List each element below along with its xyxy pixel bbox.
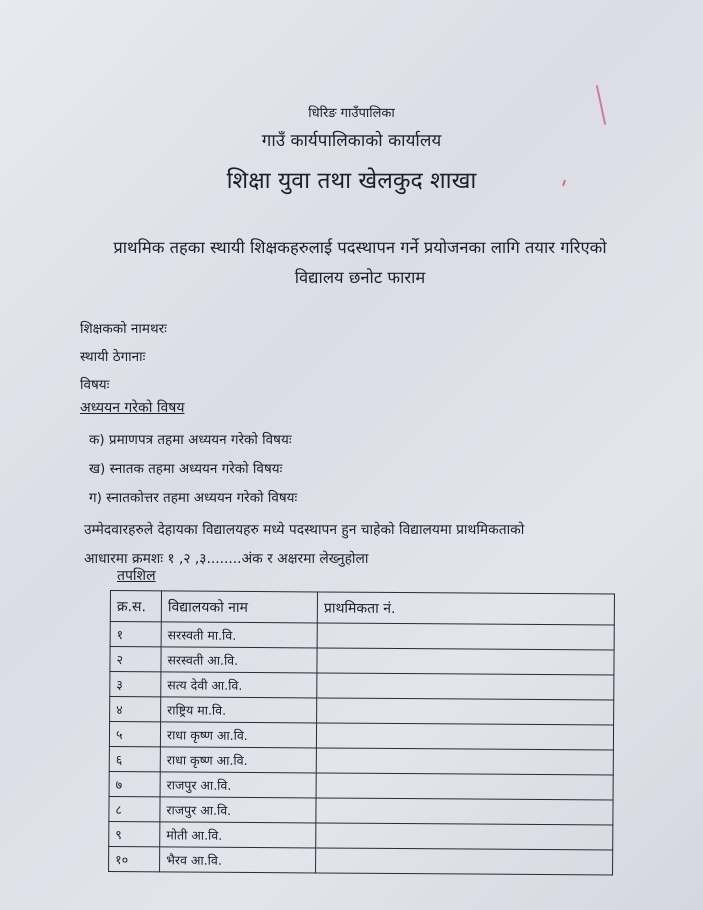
school-name-cell: राजपुर आ.वि. [160, 772, 316, 798]
serial-cell: ४ [110, 697, 161, 722]
school-name-cell: मोती आ.वि. [160, 822, 316, 848]
priority-cell[interactable] [316, 723, 613, 750]
serial-cell: ७ [109, 771, 160, 796]
school-name-cell: राधा कृष्ण आ.वि. [160, 722, 316, 748]
instructions-line-1: उम्मेदवारहरुले देहायका विद्यालयहरु मध्ये पदस्थापन हुन चाहेको विद्यालयमा प्राथमिकताको [84, 522, 525, 538]
table-row [109, 846, 613, 875]
certificate-subject-field: क) प्रमाणपत्र तहमा अध्ययन गरेको विषयः [89, 432, 292, 448]
priority-cell[interactable] [316, 848, 613, 875]
school-name-cell: सत्य देवी आ.वि. [161, 672, 317, 698]
school-name-cell: भैरव आ.वि. [160, 847, 316, 873]
school-name-cell: सरस्वती मा.वि. [161, 622, 317, 648]
study-subject-heading: अध्ययन गरेको विषय [80, 400, 185, 416]
serial-cell: ३ [110, 672, 161, 697]
priority-cell[interactable] [316, 748, 613, 775]
serial-cell: ९ [109, 821, 160, 846]
table-row [110, 622, 614, 651]
table-header-row [110, 591, 614, 626]
table-row [110, 672, 614, 701]
school-selection-table [108, 590, 615, 876]
branch-name: शिक्षा युवा तथा खेलकुद शाखा [226, 168, 477, 194]
school-name-cell: राष्ट्रिय मा.वि. [161, 697, 317, 723]
bachelor-subject-field: ख) स्नातक तहमा अध्ययन गरेको विषयः [89, 461, 283, 477]
details-heading: तपशिल [117, 568, 156, 584]
priority-cell[interactable] [317, 673, 614, 700]
serial-cell: १ [110, 622, 161, 647]
serial-cell: ५ [109, 722, 160, 747]
applicant-fields [80, 315, 167, 399]
study-subject-list [89, 426, 297, 513]
table-row [110, 697, 614, 726]
table-row [109, 796, 613, 825]
priority-cell[interactable] [316, 823, 613, 850]
serial-cell: १० [109, 846, 160, 871]
table-row [109, 722, 613, 751]
teacher-name-field: शिक्षकको नामथरः [80, 321, 167, 337]
serial-cell: २ [110, 647, 161, 672]
table-row [109, 821, 613, 850]
permanent-address-field: स्थायी ठेगानाः [80, 349, 146, 365]
priority-cell[interactable] [317, 648, 614, 675]
form-title [80, 233, 640, 293]
instructions [84, 516, 644, 574]
subject-field: विषयः [80, 377, 110, 393]
column-header-serial: क्र.स. [110, 591, 161, 622]
serial-cell: ८ [109, 796, 160, 821]
table-row [109, 746, 613, 775]
priority-cell[interactable] [316, 773, 613, 800]
column-header-school-name: विद्यालयको नाम [161, 591, 317, 623]
priority-cell[interactable] [317, 698, 614, 725]
priority-cell[interactable] [316, 798, 613, 825]
serial-cell: ६ [109, 746, 160, 771]
table-row [109, 771, 613, 800]
municipality-name: धिरिङ गाउँपालिका [308, 106, 395, 121]
master-subject-field: ग) स्नातकोत्तर तहमा अध्ययन गरेको विषयः [89, 490, 298, 506]
school-name-cell: सरस्वती आ.वि. [161, 647, 317, 673]
table-row [110, 647, 614, 676]
column-header-priority: प्राथमिकता नं. [317, 592, 614, 625]
priority-cell[interactable] [317, 623, 614, 650]
office-name: गाउँ कार्यपालिकाको कार्यालय [261, 131, 442, 151]
form-title-line-2: विद्यालय छनोट फाराम [294, 268, 426, 287]
instructions-line-2: आधारमा क्रमशः १ ,२ ,३........अंक र अक्षरमा लेख्नुहोला [84, 551, 369, 567]
school-name-cell: राजपुर आ.वि. [160, 797, 316, 823]
form-title-line-1: प्राथमिक तहका स्थायी शिक्षकहरुलाई पदस्थापन गर्ने प्रयोजनका लागि तयार गरिएको [113, 238, 607, 257]
school-name-cell: राधा कृष्ण आ.वि. [160, 747, 316, 773]
